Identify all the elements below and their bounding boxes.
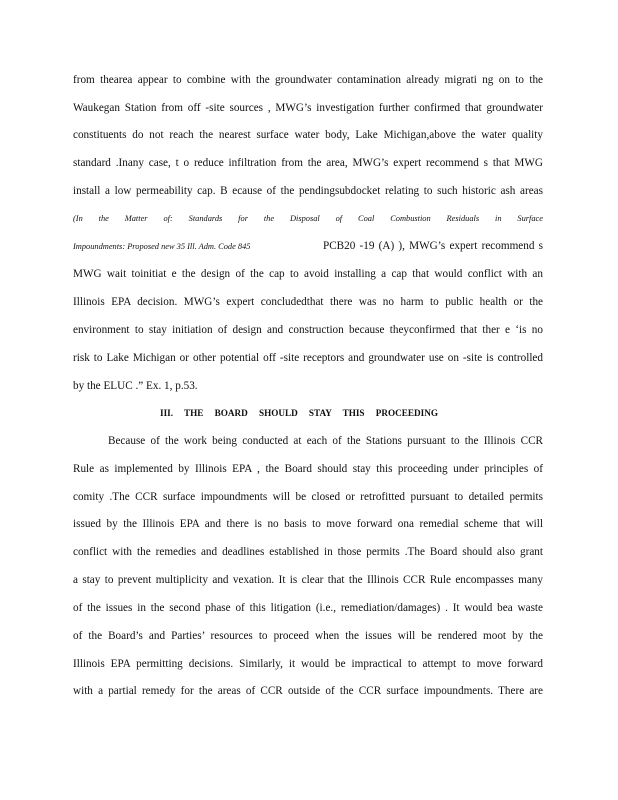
paragraph-2-line-1: Because of the work being conducted at each of the Stations pursuant to the Illinois CCR [108, 435, 543, 447]
paragraph-2-line-2: Rule as implemented by Illinois EPA , the Board should stay this proceeding under principles of [73, 463, 543, 475]
paragraph-2-line-6: a stay to prevent multiplicity and vexation. It is clear that the Illinois CCR Rule encompasses many [73, 574, 543, 586]
paragraph-1-line-5: install a low permeability cap. B ecause of the pendingsubdocket relating to such historic ash areas [73, 185, 543, 197]
paragraph-2-line-9: Illinois EPA permitting decisions. Similarly, it would be impractical to attempt to move forward [73, 658, 543, 670]
paragraph-2-line-7: of the issues in the second phase of this litigation (i.e., remediation/damages) . It would bea waste [73, 602, 543, 614]
paragraph-1-line-11: risk to Lake Michigan or other potential off -site receptors and groundwater use on -site is controlled [73, 352, 543, 364]
paragraph-2-line-3: comity .The CCR surface impoundments will be closed or retrofitted pursuant to detailed permits [73, 491, 543, 503]
paragraph-1-line-4: standard .Inany case, t o reduce infiltration from the area, MWG’s expert recommend s that MWG [73, 157, 543, 169]
paragraph-1-line-3: constituents do not reach the nearest surface water body, Lake Michigan,above the water quality [73, 129, 543, 141]
paragraph-1-line-6-case-caption: (In the Matter of: Standards for the Disposal of Coal Combustion Residuals in Surface [73, 214, 543, 223]
paragraph-1-line-7-case-caption: Impoundments: Proposed new 35 Ill. Adm. Code 845 [73, 242, 251, 251]
paragraph-1-line-12: by the ELUC .” Ex. 1, p.53. [73, 380, 198, 392]
paragraph-2-line-4: issued by the Illinois EPA and there is no basis to move forward ona remedial scheme that will [73, 518, 543, 530]
section-heading: III. THE BOARD SHOULD STAY THIS PROCEEDING [160, 408, 438, 418]
paragraph-1-line-2: Waukegan Station from off -site sources , MWG’s investigation further confirmed that groundwater [73, 102, 543, 114]
paragraph-2-line-10: with a partial remedy for the areas of CCR outside of the CCR surface impoundments. There are [73, 685, 543, 697]
paragraph-1-line-9: Illinois EPA decision. MWG’s expert concludedthat there was no harm to public health or the [73, 296, 543, 308]
paragraph-2-line-5: conflict with the remedies and deadlines established in those permits .The Board should also grant [73, 546, 543, 558]
paragraph-1-line-10: environment to stay initiation of design and construction because theyconfirmed that ther e ‘is no [73, 324, 543, 336]
paragraph-1-line-7-docket: PCB20 -19 (A) ), MWG’s expert recommend s [323, 240, 543, 252]
paragraph-1-line-8: MWG wait toinitiat e the design of the cap to avoid installing a cap that would conflict with an [73, 268, 543, 280]
paragraph-1-line-1: from thearea appear to combine with the groundwater contamination already migrati ng on to the [73, 74, 543, 86]
paragraph-2-line-8: of the Board’s and Parties’ resources to proceed when the issues will be rendered moot by the [73, 630, 543, 642]
